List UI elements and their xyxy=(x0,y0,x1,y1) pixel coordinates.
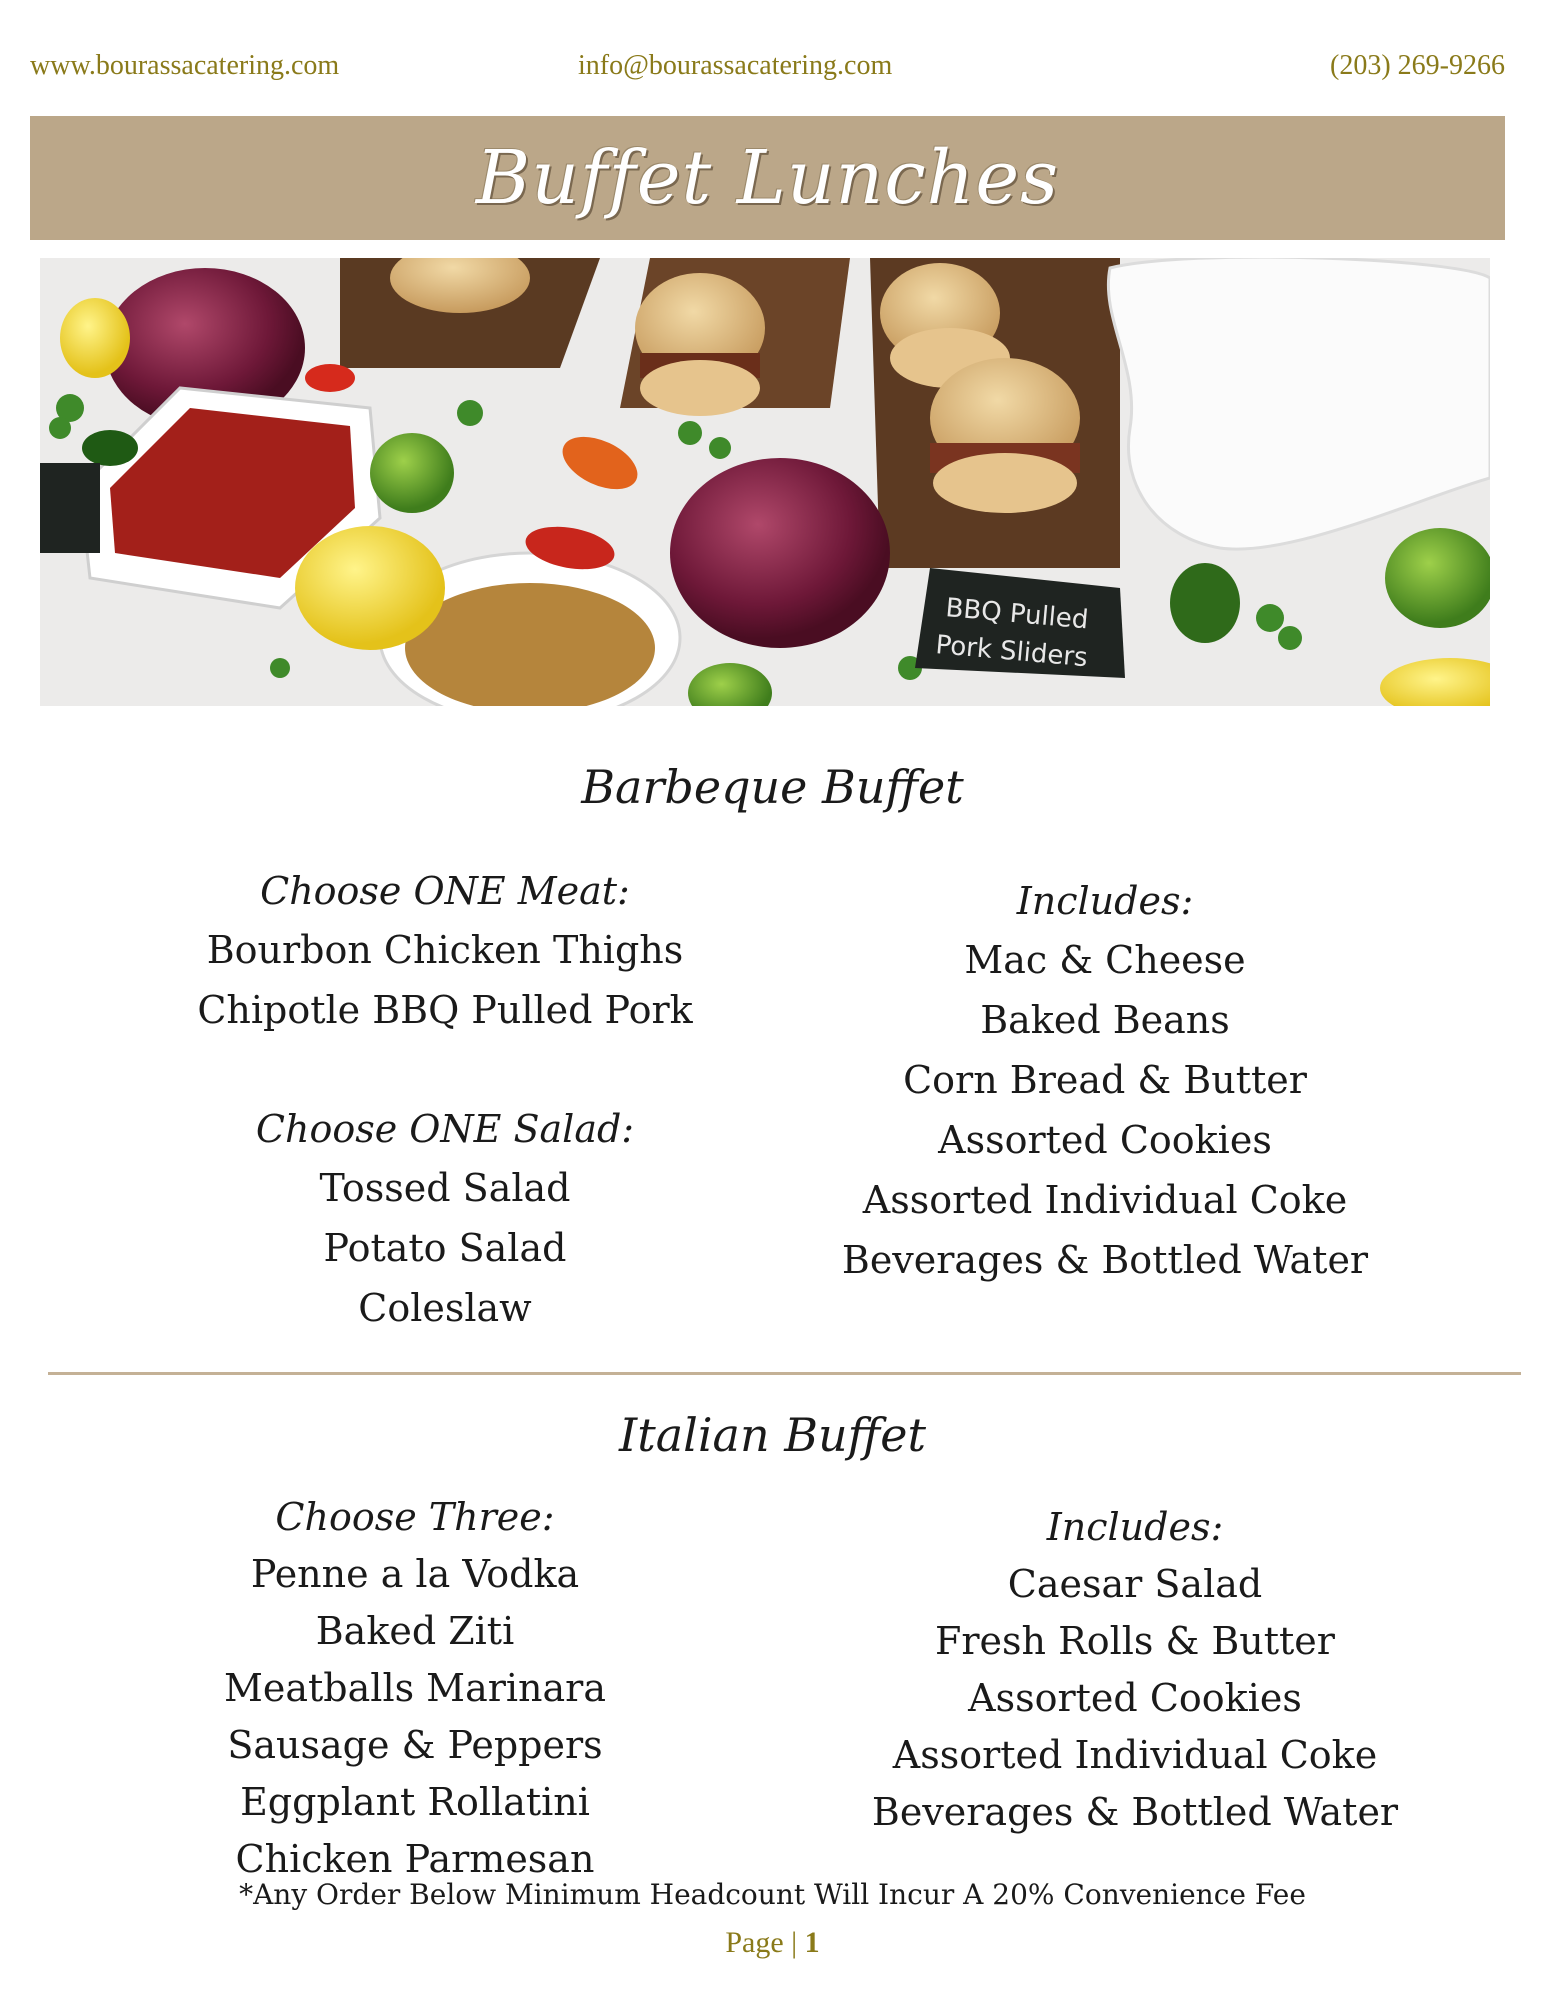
food-illustration xyxy=(40,258,1490,706)
hero-food-photo xyxy=(40,258,1490,706)
page-number: 1 xyxy=(804,1926,820,1959)
title-banner xyxy=(30,116,1505,240)
italian-includes-heading: Includes: xyxy=(1046,1505,1224,1549)
choose-three-heading: Choose Three: xyxy=(275,1495,555,1539)
red-onion xyxy=(670,458,890,648)
bbq-includes-column xyxy=(820,872,1390,1290)
small-chalkboard xyxy=(40,463,100,553)
italian-included-item: Assorted Individual Coke xyxy=(892,1733,1378,1777)
green-pepper xyxy=(1170,563,1240,643)
slider-bun xyxy=(933,453,1077,513)
italian-included-item: Beverages & Bottled Water xyxy=(871,1790,1399,1834)
slider-bun xyxy=(640,360,760,416)
italian-includes-column xyxy=(850,1498,1420,1841)
italian-option: Sausage & Peppers xyxy=(227,1723,603,1767)
lime xyxy=(370,433,454,513)
bbq-includes-heading: Includes: xyxy=(1016,879,1194,923)
website-link[interactable]: www.bourassacatering.com xyxy=(30,50,340,81)
meat-heading: Choose ONE Meat: xyxy=(260,869,630,913)
chalkboard-line-2: Pork Sliders xyxy=(934,630,1089,674)
bbq-included-item: Assorted Individual Coke xyxy=(862,1178,1348,1222)
meat-option: Chipotle BBQ Pulled Pork xyxy=(197,988,693,1032)
bbq-included-item: Baked Beans xyxy=(980,998,1230,1042)
red-pepper xyxy=(305,364,355,392)
italian-section-title: Italian Buffet xyxy=(619,1408,926,1462)
bbq-included-item: Mac & Cheese xyxy=(964,938,1246,982)
headcount-fee-note: *Any Order Below Minimum Headcount Will Incur A 20% Convenience Fee xyxy=(239,1878,1306,1911)
chalkboard-line-1: BBQ Pulled xyxy=(944,593,1090,636)
italian-option: Chicken Parmesan xyxy=(235,1837,595,1881)
page-label: Page xyxy=(725,1926,784,1959)
email-link[interactable]: info@bourassacatering.com xyxy=(578,50,893,81)
bbq-included-item: Corn Bread & Butter xyxy=(903,1058,1307,1102)
salad-option: Tossed Salad xyxy=(319,1166,571,1210)
meat-option: Bourbon Chicken Thighs xyxy=(206,928,684,972)
italian-option: Penne a la Vodka xyxy=(250,1552,580,1596)
section-divider xyxy=(48,1372,1521,1375)
italian-included-item: Caesar Salad xyxy=(1007,1562,1263,1606)
italian-option: Meatballs Marinara xyxy=(223,1666,607,1710)
italian-included-item: Fresh Rolls & Butter xyxy=(935,1619,1335,1663)
jalapeno xyxy=(82,430,138,466)
italian-option: Eggplant Rollatini xyxy=(240,1780,590,1824)
salad-option: Coleslaw xyxy=(358,1286,532,1330)
bbq-choices-column xyxy=(170,862,720,1338)
lemon xyxy=(295,526,445,650)
salad-option: Potato Salad xyxy=(323,1226,567,1270)
page-title: Buffet Lunches xyxy=(475,135,1060,221)
italian-included-item: Assorted Cookies xyxy=(968,1676,1302,1720)
lime xyxy=(1385,528,1490,628)
contact-bar xyxy=(30,50,1505,90)
bbq-included-item: Beverages & Bottled Water xyxy=(841,1238,1369,1282)
page-number-footer xyxy=(0,1926,1545,1960)
page-separator: | xyxy=(791,1926,805,1959)
italian-choices-column xyxy=(140,1488,690,1888)
italian-option: Baked Ziti xyxy=(315,1609,515,1653)
bbq-included-item: Assorted Cookies xyxy=(938,1118,1272,1162)
salad-heading: Choose ONE Salad: xyxy=(255,1107,635,1151)
phone-number[interactable]: (203) 269-9266 xyxy=(1330,50,1505,81)
lemon xyxy=(60,298,130,378)
bbq-section-title: Barbeque Buffet xyxy=(581,760,964,814)
